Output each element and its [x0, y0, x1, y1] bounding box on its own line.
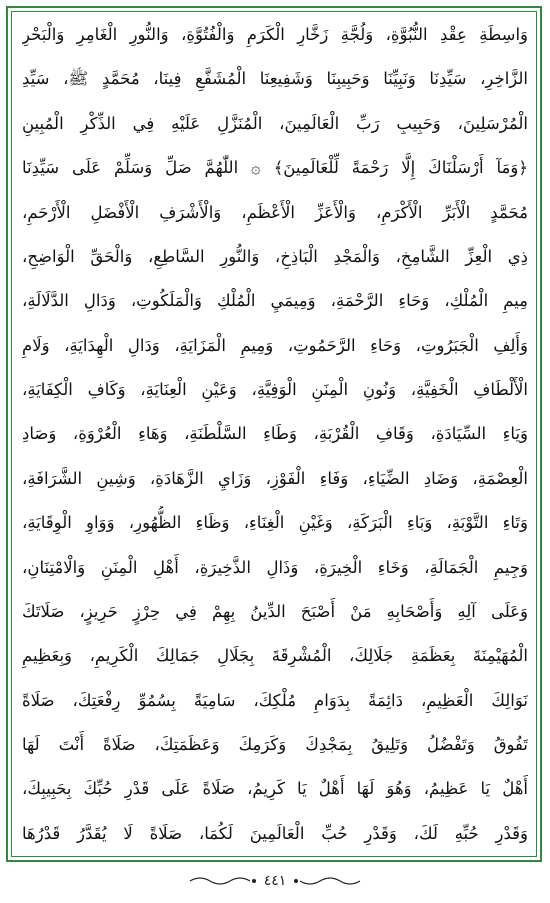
text-line: نَوَالِكَ الْعَظِيمِ، دَائِمَةً بِدَوَامِ مُلْكِكَ، سَامِيَةً بِسُمُوِّ رِفْعَتِكَ، صَلَاةً	[22, 690, 528, 710]
page-number: ٤٤١	[263, 873, 287, 889]
text-line: وَجِيمِ الْجَمَالَةِ، وَخَاءِ الْخِيرَةِ، وَذَالِ الذَّخِيرَةِ، أَهْلِ الْمِنَنِ وَالْامْتِنَانِ،	[22, 557, 528, 577]
text-line: وَقَدْرِ حُبِّهِ لَكَ، وَقَدْرِ حُبِّ الْعَالَمِينَ لَكُمَا، صَلَاةً لَا يُقَدَّرُ قَدْرُهَا	[22, 823, 528, 843]
text-line: الزَّاخِرِ، سَيِّدِنَا وَنَبِيِّنَا وَحَبِيبِنَا وَشَفِيعِنَا الْمُشَفَّعِ فِينَا، مُحَمَّدٍ ﷺ، سَيِّدِ	[22, 69, 528, 89]
text-block	[22, 18, 528, 850]
text-line: وَتَاءِ التَّوْبَةِ، وَبَاءِ الْبَرَكَةِ، وَغَيْنِ الْغِنَاءِ، وَظَاءِ الظُّهُورِ، وَوَاوِ الْوِقَايَةِ،	[22, 513, 528, 533]
left-ornament-icon	[188, 874, 258, 888]
text-line: وَيَاءِ السِّيَادَةِ، وَقَافِ الْقُرْبَةِ، وَطَاءِ السَّلْطَنَةِ، وَهَاءِ الْعُرْوَةِ، وَصَادِ	[22, 424, 528, 444]
right-ornament-icon	[292, 874, 362, 888]
text-line: الْمُهَيْمِنَةَ بِعَظَمَةِ جَلَالِكَ، الْمُشْرِقَةَ بِجَلَالِ جَمَالِكَ الْكَرِيمِ، وَبِعَظِيمِ	[22, 646, 528, 666]
text-line: مِيمِ الْمُلْكِ، وَحَاءِ الرَّحْمَةِ، وَمِيمَيِ الْمُلْكِ وَالْمَلَكُوتِ، وَدَالِ الدَّلَالَةِ،	[22, 291, 528, 311]
text-line: أَهْلٌ يَا عَظِيمُ، وَهُوَ لَهَا أَهْلٌ يَا كَرِيمُ، صَلَاةً عَلَى قَدْرِ حُبِّكَ بِحَبِيبِكَ،	[22, 779, 528, 799]
text-line: وَاسِطَةِ عِقْدِ النُّبُوَّةِ، وَلُجَّةِ زَخَّارِ الْكَرَمِ وَالْفُتُوَّةِ، وَالنُّورِ الْغَامِرِ وَالْبَحْرِ	[22, 25, 528, 44]
text-line: الْأَلْطَافِ الْخَفِيَّةِ، وَنُونِ الْمِنَنِ الْوَفِيَّةِ، وَعَيْنِ الْعِنَايَةِ، وَكَافِ الْكِفَايَةِ،	[22, 380, 528, 399]
text-line: الْعِصْمَةِ، وَضَادِ الضِّيَاءِ، وَفَاءِ الْفَوْزِ، وَزَايِ الزَّهَادَةِ، وَشِينِ الشَّرَافَةِ،	[22, 468, 528, 488]
page-footer	[0, 866, 550, 896]
text-line: الْمُرْسَلِينَ، وَحَبِيبِ رَبِّ الْعَالَمِينَ، الْمُنَزَّلِ عَلَيْهِ فِي الذِّكْرِ الْمُبِينِ	[22, 113, 528, 133]
text-line: وَعَلَى آلِهِ وَأَصْحَابِهِ مَنْ أَصْبَحَ الدِّينُ بِهِمْ فِي حِرْزٍ حَرِيزٍ، صَلَاتَكَ	[22, 601, 528, 621]
text-line: مُحَمَّدٍ الْأَبَرِّ الْأَكْرَمِ، وَالْأَعَزِّ الْأَعْظَمِ، وَالْأَشْرَفِ الْأَفْضَلِ الْأَرْحَمِ،	[22, 202, 528, 222]
text-line: ذِي الْعِزِّ الشَّامِخِ، وَالْمَجْدِ الْبَاذِخِ، وَالنُّورِ السَّاطِعِ، وَالْحَقِّ الْوَاضِحِ،	[22, 246, 528, 266]
text-line: ﴿وَمَآ أَرْسَلْنَاكَ إِلَّا رَحْمَةً لِّلْعَالَمِينَ﴾ ۞ اللّٰهُمَّ صَلِّ وَسَلِّمْ عَلَى سَيِّدِنَا	[22, 158, 528, 178]
text-line: وَأَلِفِ الْجَبَرُوتِ، وَحَاءِ الرَّحَمُوتِ، وَمِيمِ الْمَزَايَةِ، وَدَالِ الْهِدَايَةِ، وَلَامِ	[22, 335, 528, 355]
text-line: تَفُوقُ وَتَفْضُلُ وَتَلِيقُ بِمَجْدِكَ وَكَرَمِكَ وَعَظَمَتِكَ، صَلَاةً أَنْتَ لَهَا	[22, 735, 528, 754]
